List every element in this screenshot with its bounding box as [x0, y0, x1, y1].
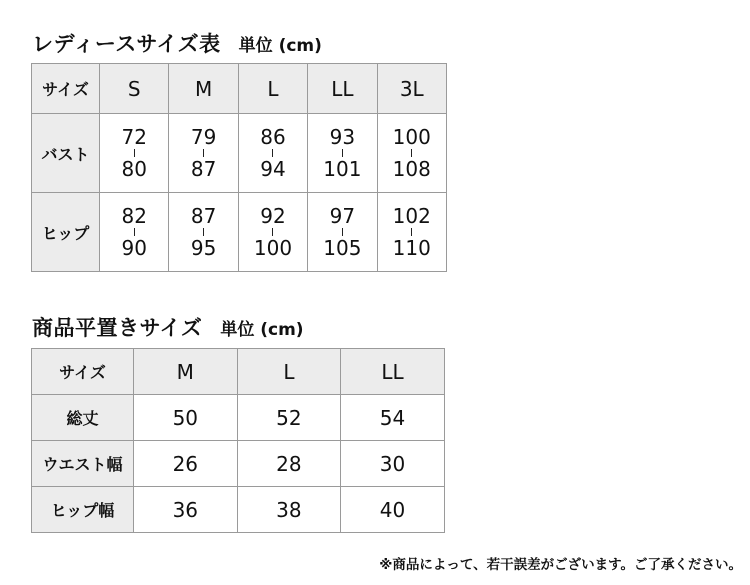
range-to: 105	[323, 236, 362, 260]
range-dash	[203, 149, 204, 157]
range-dash	[342, 228, 343, 236]
range-dash	[134, 149, 135, 157]
table-cell	[308, 193, 377, 272]
range-from: 100	[392, 125, 431, 149]
table-cell: 30	[341, 441, 445, 487]
column-header: S	[100, 64, 169, 114]
range-to: 87	[190, 157, 217, 181]
range-from: 86	[260, 125, 286, 149]
range-dash	[411, 228, 412, 236]
table-cell: 50	[134, 395, 238, 441]
range-from: 97	[329, 204, 356, 228]
table-cell: 54	[341, 395, 445, 441]
range-to: 108	[392, 157, 431, 181]
column-header: LL	[341, 349, 445, 395]
range-to: 95	[190, 236, 217, 260]
table-cell: 26	[134, 441, 238, 487]
range-to: 101	[323, 157, 362, 181]
ladies-size-title-text: レディースサイズ表	[32, 32, 221, 56]
table-cell: 36	[134, 487, 238, 533]
column-header: M	[134, 349, 238, 395]
corner-label: サイズ	[32, 349, 134, 395]
flat-size-unit: 単位 (cm)	[220, 320, 304, 340]
column-header: 3L	[377, 64, 446, 114]
range-dash	[411, 149, 412, 157]
flat-size-table	[31, 348, 445, 533]
range-to: 90	[121, 236, 147, 260]
flat-size-title	[32, 312, 304, 342]
range-from: 92	[260, 204, 286, 228]
range-to: 94	[260, 157, 286, 181]
row-label: ヒップ	[32, 193, 100, 272]
table-row-bust	[32, 114, 447, 193]
table-header-row	[32, 64, 447, 114]
table-row-length	[32, 395, 445, 441]
row-label: バスト	[32, 114, 100, 193]
table-cell: 52	[237, 395, 341, 441]
table-cell	[377, 193, 446, 272]
table-row-hip	[32, 193, 447, 272]
range-from: 72	[121, 125, 147, 149]
range-dash	[134, 228, 135, 236]
row-label: ヒップ幅	[32, 487, 134, 533]
column-header: L	[237, 349, 341, 395]
range-to: 100	[253, 236, 293, 260]
table-row-waist-width	[32, 441, 445, 487]
table-cell	[169, 193, 238, 272]
corner-label: サイズ	[32, 64, 100, 114]
disclaimer-note: ※商品によって、若干誤差がございます。ご了承ください。	[379, 557, 742, 573]
table-cell	[377, 114, 446, 193]
table-cell: 28	[237, 441, 341, 487]
range-from: 102	[392, 204, 431, 228]
column-header: LL	[308, 64, 377, 114]
table-header-row	[32, 349, 445, 395]
range-from: 79	[190, 125, 217, 149]
ladies-size-unit: 単位 (cm)	[238, 36, 322, 56]
range-to: 80	[121, 157, 147, 181]
table-cell	[308, 114, 377, 193]
column-header: L	[238, 64, 307, 114]
table-row-hip-width	[32, 487, 445, 533]
range-to: 110	[392, 236, 431, 260]
table-cell	[238, 193, 307, 272]
row-label: ウエスト幅	[32, 441, 134, 487]
table-cell	[169, 114, 238, 193]
column-header: M	[169, 64, 238, 114]
range-from: 87	[190, 204, 217, 228]
table-cell	[100, 114, 169, 193]
range-dash	[272, 228, 273, 236]
flat-size-title-text: 商品平置きサイズ	[32, 316, 203, 340]
table-cell	[100, 193, 169, 272]
range-dash	[203, 228, 204, 236]
range-from: 93	[329, 125, 356, 149]
table-cell: 38	[237, 487, 341, 533]
table-cell	[238, 114, 307, 193]
range-from: 82	[121, 204, 147, 228]
ladies-size-table	[31, 63, 447, 272]
ladies-size-title	[32, 28, 322, 58]
table-cell: 40	[341, 487, 445, 533]
range-dash	[342, 149, 343, 157]
range-dash	[272, 149, 273, 157]
row-label: 総丈	[32, 395, 134, 441]
